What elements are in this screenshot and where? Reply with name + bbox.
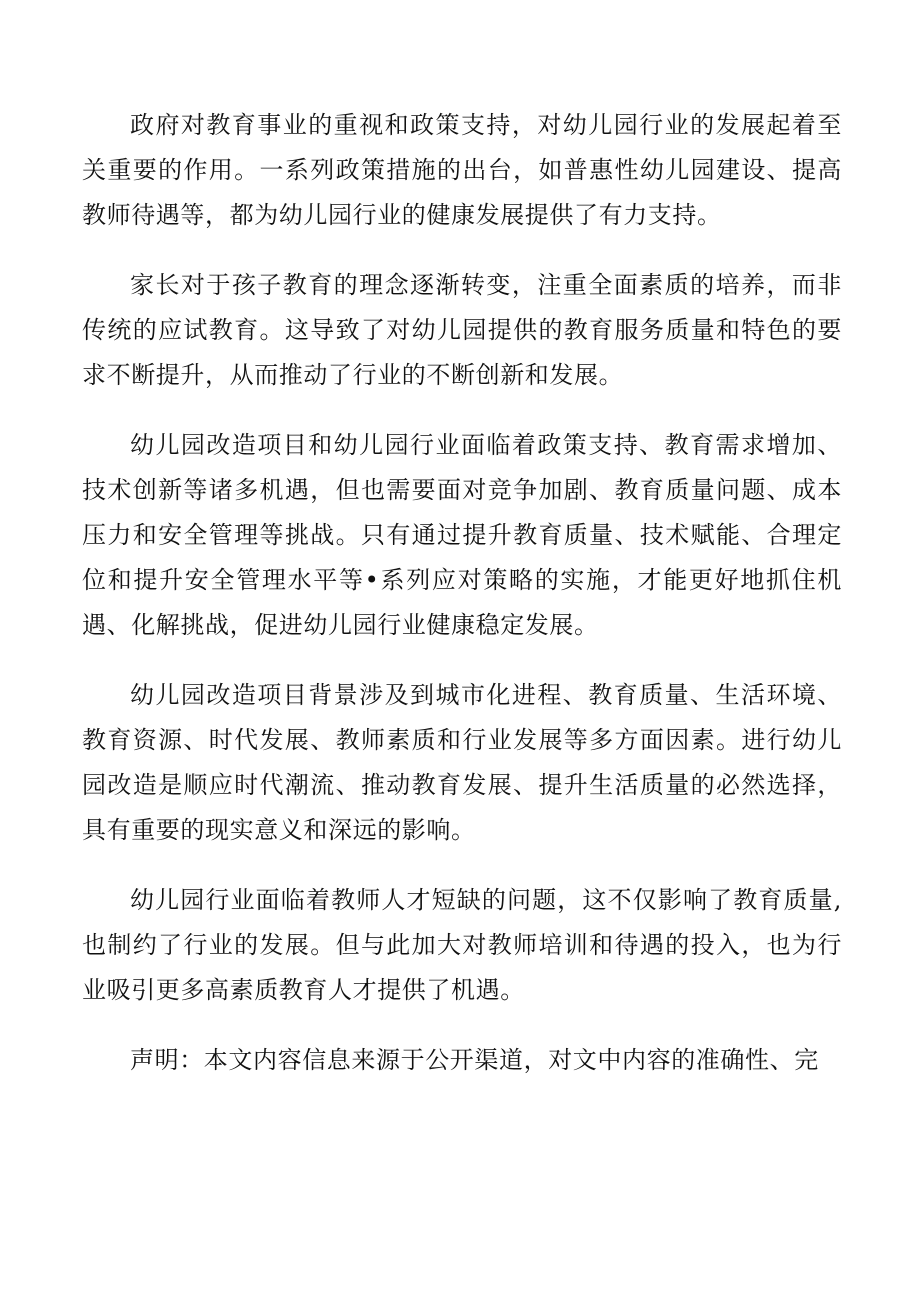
paragraph-teacher-shortage: 幼儿园行业面临着教师人才短缺的问题，这不仅影响了教育质量,也制约了行业的发展。但与此加大对教师培训和待遇的投入，也为行业吸引更多高素质教育人才提供了机遇。 xyxy=(82,886,842,1004)
paragraph-opportunities-challenges: 幼儿园改造项目和幼儿园行业面临着政策支持、教育需求增加、技术创新等诸多机遇，但也需要面对竞争加剧、教育质量问题、成本压力和安全管理等挑战。只有通过提升教育质量、技术赋能、合理定位和提升安全管理水平等•系列应对策略的实施，才能更好地抓住机遇、化解挑战，促进幼儿园行业健康稳定发展。 xyxy=(82,431,842,639)
document-body xyxy=(82,103,842,1108)
paragraph-disclaimer: 声明：本文内容信息来源于公开渠道，对文中内容的准确性、完 xyxy=(130,1046,819,1074)
paragraph-parent-expectations: 家长对于孩子教育的理念逐渐转变，注重全面素质的培养，而非传统的应试教育。这导致了对幼儿园提供的教育服务质量和特色的要求不断提升，从而推动了行业的不断创新和发展。 xyxy=(82,271,842,389)
paragraph-project-background: 幼儿园改造项目背景涉及到城市化进程、教育质量、生活环境、教育资源、时代发展、教师素质和行业发展等多方面因素。进行幼儿园改造是顺应时代潮流、推动教育发展、提升生活质量的必然选择，具有重要的现实意义和深远的影响。 xyxy=(82,681,842,844)
paragraph-policy-support: 政府对教育事业的重视和政策支持，对幼儿园行业的发展起着至关重要的作用。一系列政策措施的出台，如普惠性幼儿园建设、提高教师待遇等，都为幼儿园行业的健康发展提供了有力支持。 xyxy=(82,111,842,229)
